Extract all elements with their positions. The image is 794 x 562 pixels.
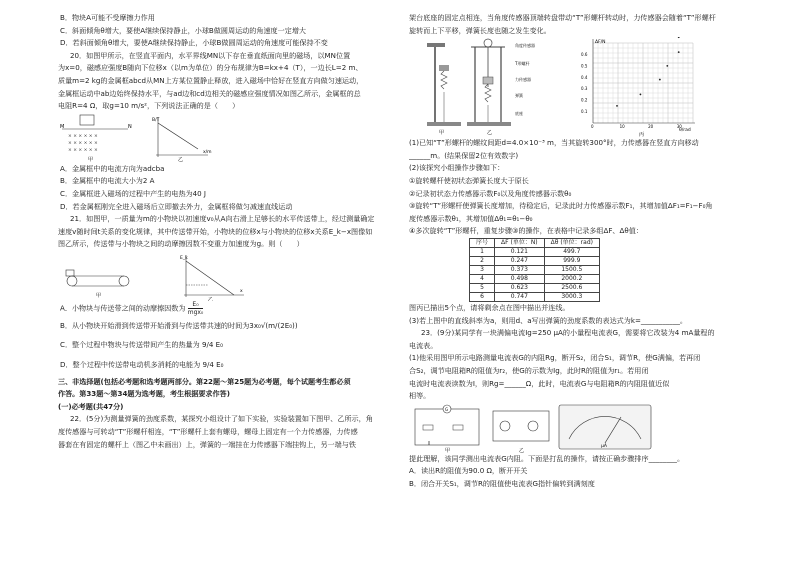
table-row [470, 292, 600, 301]
table-cell: 0.498 [495, 274, 545, 283]
fig-label-jia: 甲 [439, 130, 445, 137]
table-cell: 3 [470, 265, 495, 274]
svg-text:E_k: E_k [180, 255, 188, 261]
y-tick-label: 0.2 [581, 97, 588, 103]
section-heading-line-1: 三、非选择题(包括必考题和选考题两部分。第22题～第25题为必考题，每个试题考生都必须 [58, 376, 351, 386]
x-tick-label: 30 [676, 124, 682, 130]
q20-option-b: B．金属框中的电流大小为2 A [60, 176, 155, 186]
q23-line-6: 相等。 [409, 391, 431, 401]
fig-label-angle-sensor: 角度传感器 [515, 43, 535, 49]
q22-line-3: 器套在有固定的螺杆上（图乙中未画出）上，弹簧的一端挂在力传感器下端挂钩上，另一端与铁 [58, 439, 356, 449]
q22-sub-2: (2)该探究小组操作步骤如下： [409, 163, 505, 173]
q20-option-c: C．金属框进入磁场的过程中产生的电热为40 J [60, 188, 207, 198]
q20-figure-svg [58, 113, 218, 163]
q23-fig-label-yi: 乙 [519, 447, 525, 453]
q22-step-2: ②记录初状态力传感器示数F₀以及角度传感器示数θ₀ [409, 188, 572, 198]
y-tick-label: 0.3 [581, 86, 588, 92]
table-cell: 2500.6 [544, 283, 599, 292]
svg-text:M: M [60, 123, 65, 130]
table-cell: 2 [470, 256, 495, 265]
table-row [470, 256, 600, 265]
fig-label-force-sensor: 力传感器 [515, 77, 531, 83]
q21-line-1: 21．如图甲，一质量为m的小物块以初速度v₀从A向右滑上足够长的水平传送带上，经过测量确定 [70, 214, 375, 224]
q23-line-1: 23．(9分)某同学有一块满偏电流Ig=250 μA的小量程电流表G，需要将它改装为4 mA量程的 [421, 328, 715, 338]
table-cell: 1 [470, 247, 495, 256]
q19-option-c: C．斜面倾角θ增大，要使A继续保持静止，小球B做圆周运动的角速度一定增大 [60, 25, 307, 35]
graph-x-label: θ/rad [679, 128, 691, 134]
y-tick-label: 0.1 [581, 109, 588, 115]
svg-text:× × × × × ×: × × × × × × [68, 133, 98, 139]
table-cell: 0.247 [495, 256, 545, 265]
q22-graph-bing [579, 37, 699, 137]
left-column [58, 12, 388, 451]
fig-label-yi: 乙 [487, 130, 493, 137]
table-header-cell: ΔF (单位：N) [495, 238, 545, 247]
q21-figure-svg [58, 251, 258, 301]
q23-option-b: B．闭合开关S₁，调节R的阻值使电流表G指针偏转到满刻度 [409, 478, 595, 488]
table-cell: 6 [470, 292, 495, 301]
section-subheading: (一)必考题(共47分) [58, 401, 124, 411]
q20-figure [58, 113, 388, 163]
fig-label-spring: 弹簧 [515, 93, 523, 99]
table-row [470, 247, 600, 256]
table-cell: 499.7 [544, 247, 599, 256]
q21-option-a-denominator: mgx₀ [187, 308, 204, 316]
table-cell: 0.623 [495, 283, 545, 292]
q21-option-b: B．从小物块开始滑到传送带开始滑到与传送带共速的时间为3x₀√(m/(2E₀)) [60, 320, 298, 330]
q23-line-7: 提此理解，该同学测出电流表G内阻。下面是打乱的操作，请按正确步骤排序________。 [409, 453, 685, 463]
table-row [470, 274, 600, 283]
table-cell: 4 [470, 274, 495, 283]
q21-option-a [58, 301, 388, 316]
q22-step-3b: 度传感器示数θ₁，其增加值Δθ₁=θ₁−θ₀ [409, 213, 533, 223]
data-point [678, 51, 680, 53]
q21-line-2: 速度v随时间t关系的变化规律，其中传送带开始，小物块的位移x与小物块的位移x关系E_k−x图像如 [58, 226, 373, 236]
right-column [409, 12, 747, 490]
fig-label-base: 底座 [515, 111, 523, 117]
q21-figure [58, 251, 388, 301]
q21-option-a-numerator: E₀ [188, 301, 204, 309]
q20-line-4: 金属框运动中ab边始终保持水平，与ad边和cd边相关的磁感应强度情况如图乙所示，金属框的总 [58, 88, 361, 98]
section-heading-line-2: 作答。第33题～第34题为选考题，考生根据要求作答) [58, 389, 230, 399]
svg-text:乙: 乙 [208, 296, 214, 301]
graph-x-ticks [591, 124, 682, 129]
y-tick-label: 0.6 [581, 52, 588, 58]
x-tick-label: 10 [619, 124, 625, 130]
svg-text:N: N [128, 123, 132, 130]
y-tick-label: 0.4 [581, 74, 588, 80]
table-cell: 2000.2 [544, 274, 599, 283]
svg-text:× × × × × ×: × × × × × × [68, 140, 98, 146]
q21-option-d-value: 9/4 E₀ [202, 360, 224, 370]
q23-line-5: 电流时电流表读数为I，则Rg=______Ω，此时，电流表G与电阻箱R的内阻阻值近似 [409, 378, 670, 388]
graph-points [616, 37, 680, 107]
q23-meter-unit: μA [601, 443, 607, 449]
q23-line-2: 电流表。 [409, 340, 438, 350]
q22-right-line-1: 架台底座的固定点相连，当角度传感器顶端转盘带动“T”形螺杆转动时，力传感器会随着“T”形螺杆 [409, 13, 716, 22]
q21-option-d [58, 359, 388, 372]
q21-option-c [58, 339, 388, 352]
q22-sub-1b: ______m。(结果保留2位有效数字) [409, 150, 519, 160]
q22-figures [409, 37, 747, 137]
q22-data-table [469, 238, 600, 302]
q23-line-3: (1)他采用图甲所示电路测量电流表G的内阻Rg，断开S₂，闭合S₁，调节R，使G满偏，若再闭 [409, 353, 701, 363]
q21-line-3: 图乙所示，传送带与小物块之间的动摩擦因数不变重力加速度为g。则（ ） [58, 239, 304, 249]
q20-line-3: 质量m=2 kg的金属框abcd从MN上方某位置静止释放，进入磁场中恰好在竖直方向做匀速运动， [58, 75, 364, 85]
q22-sub-1: (1)已知“T”形螺杆的螺纹间距d=4.0×10⁻³ m，当其旋转300°时，力传感器在竖直方向移动 [409, 138, 699, 148]
q23-line-4: 合S₂，调节电阻箱R的阻值为r₂，使G的示数为Ig，此时R的阻值为r₁。若用闭 [409, 365, 649, 375]
q22-right-line-2: 旋转而上下平移，弹簧长度也随之发生变化。 [409, 25, 551, 35]
q19-option-b: B．物块A可能不受摩擦力作用 [60, 13, 155, 22]
q22-step-1: ①旋转螺杆使初状态弹簧长度大于原长 [409, 175, 529, 185]
table-row [470, 265, 600, 274]
q20-line-5: 电阻R=4 Ω，取g=10 m/s²，下列说法正确的是（ ） [58, 101, 240, 111]
q20-line-2: 为x=0，磁感应强度B随向下位移x（以m为单位）的分布规律为B=kx+4（T），一边长L=2 m、 [58, 63, 363, 73]
data-point [659, 79, 661, 81]
fig-label-t-screw: T形螺杆 [515, 61, 530, 67]
table-header-cell: Δθ (单位：rad) [544, 238, 599, 247]
q23-figures [409, 403, 747, 453]
x-tick-label: 0 [591, 124, 594, 130]
q22-step-3a: ③旋转“T”形螺杆使弹簧长度增加，待稳定后，记录此时力传感器示数F₁，其增加值ΔF₁=F₁−F₀角 [409, 201, 713, 211]
q22-sub-4: (3)若上图中的直线斜率为a，则用d、a写出弹簧的劲度系数的表达式为k=___________。 [409, 315, 688, 325]
x-tick-label: 20 [648, 124, 654, 130]
q23-fig-label-jia: 甲 [445, 447, 451, 453]
q20-option-a: A．金属框中的电流方向为adcba [60, 163, 165, 173]
q22-line-1: 22．(5分)为测量弹簧的劲度系数，某探究小组设计了如下实验，实验装置如下图甲、乙所示，角 [70, 414, 373, 424]
table-cell: 5 [470, 283, 495, 292]
q21-option-a-fraction [188, 301, 204, 316]
q23-option-a: A．读出R的阻值为90.0 Ω，断开开关 [409, 466, 528, 476]
q21-option-c-text: C．整个过程中物块与传送带间产生的热量为 [60, 339, 200, 349]
svg-text:乙: 乙 [178, 156, 184, 163]
graph-grid [593, 43, 693, 123]
table-cell: 1500.5 [544, 265, 599, 274]
q20-line-1: 20．如图甲所示，在竖直平面内，水平界线MN以下存在垂直纸面向里的磁场，以MN位置 [70, 50, 351, 60]
svg-text:x/m: x/m [203, 149, 212, 155]
q21-option-c-value: 9/4 E₀ [202, 339, 223, 349]
graph-y-label: ΔF/N [595, 40, 606, 46]
q19-option-d: D．若斜面倾角θ增大，要使A继续保持静止，小球B做圆周运动的角速度可能保持不变 [60, 38, 328, 48]
svg-text:× × × × × ×: × × × × × × [68, 147, 98, 153]
table-cell: 999.9 [544, 256, 599, 265]
q20-option-d: D．若金属框刚完全进入磁场后立即撤去外力，金属框将做匀减速直线运动 [60, 201, 293, 211]
table-cell: 0.121 [495, 247, 545, 256]
svg-text:x: x [240, 288, 243, 294]
svg-text:甲: 甲 [88, 156, 94, 163]
table-header-cell: 序号 [470, 238, 495, 247]
q22-step-4: ④多次旋转“T”形螺杆，重复步骤③的操作，在表格中记录多组ΔF、Δθ值： [409, 226, 643, 236]
y-tick-label: 0.5 [581, 63, 588, 69]
table-cell: 0.373 [495, 265, 545, 274]
data-point [640, 94, 642, 96]
table-header-row [470, 238, 600, 247]
svg-text:B/T: B/T [152, 117, 160, 123]
svg-text:G: G [445, 406, 449, 412]
fig-label-bing: 丙 [639, 132, 645, 138]
svg-text:甲: 甲 [96, 292, 102, 299]
data-point [678, 37, 680, 38]
q23-circuit-svg [409, 403, 747, 453]
data-point [616, 105, 618, 107]
table-row [470, 283, 600, 292]
data-point [666, 65, 668, 67]
graph-y-ticks [581, 52, 588, 114]
q21-option-d-text: D．整个过程中传送带电动机多消耗的电能为 [60, 360, 201, 370]
q22-line-2: 度传感器与可转动“T”形螺杆相连，“T”形螺杆上套有螺母，螺母上固定有一个力传感器，力传感 [58, 427, 358, 437]
table-cell: 3000.3 [544, 292, 599, 301]
q21-option-a-text: A．小物块与传送带之间的动摩擦因数为 [60, 303, 186, 313]
q22-sub-3: 图丙已描出5个点，请将剩余点在图中描出并连线。 [409, 302, 570, 312]
table-cell: 0.747 [495, 292, 545, 301]
